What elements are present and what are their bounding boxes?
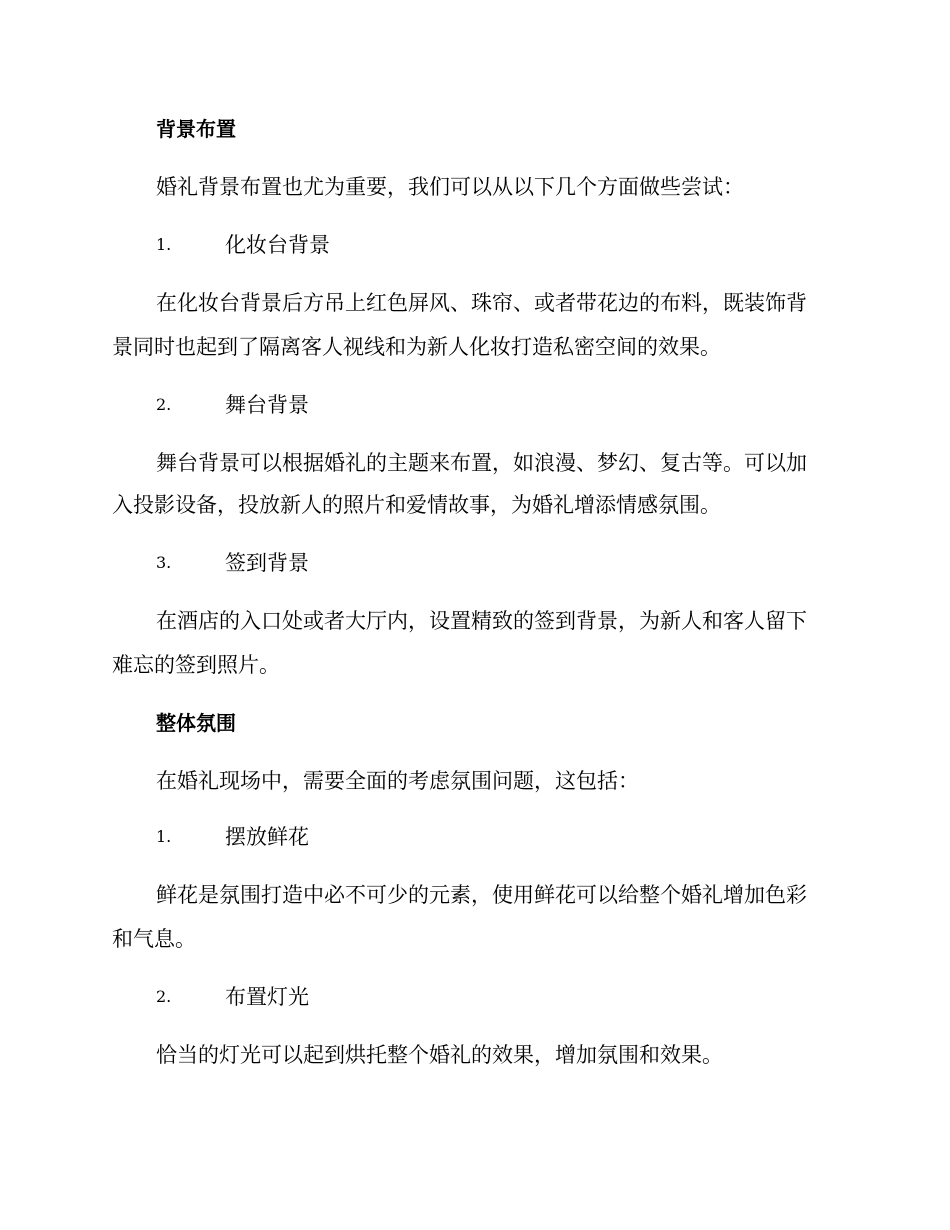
list-item-title-signin: 签到背景	[225, 551, 309, 575]
list-item-title-flowers: 摆放鲜花	[225, 825, 309, 849]
section-heading-atmosphere: 整体氛围	[156, 711, 236, 735]
section-intro-atmosphere: 在婚礼现场中，需要全面的考虑氛围问题，这包括：	[156, 769, 639, 793]
section-intro-background: 婚礼背景布置也尤为重要，我们可以从以下几个方面做些尝试：	[156, 175, 744, 199]
list-number: 1.	[156, 235, 172, 254]
paragraph-line: 恰当的灯光可以起到烘托整个婚礼的效果，增加氛围和效果。	[156, 1043, 723, 1067]
list-item-title-makeup: 化妆台背景	[225, 233, 330, 257]
list-item-title-lighting: 布置灯光	[225, 985, 309, 1009]
list-number: 2.	[156, 395, 172, 414]
paragraph-line: 舞台背景可以根据婚礼的主题来布置，如浪漫、梦幻、复古等。可以加	[156, 451, 807, 475]
section-heading-background: 背景布置	[156, 117, 236, 141]
paragraph-line: 难忘的签到照片。	[112, 653, 280, 677]
paragraph-line: 鲜花是氛围打造中必不可少的元素，使用鲜花可以给整个婚礼增加色彩	[156, 883, 807, 907]
paragraph-line: 在酒店的入口处或者大厅内，设置精致的签到背景，为新人和客人留下	[156, 609, 807, 633]
list-number: 1.	[156, 827, 172, 846]
list-item-title-stage: 舞台背景	[225, 393, 309, 417]
paragraph-line: 景同时也起到了隔离客人视线和为新人化妆打造私密空间的效果。	[112, 335, 721, 359]
list-number: 2.	[156, 987, 172, 1006]
paragraph-line: 入投影设备，投放新人的照片和爱情故事，为婚礼增添情感氛围。	[112, 493, 721, 517]
list-number: 3.	[156, 553, 172, 572]
paragraph-line: 在化妆台背景后方吊上红色屏风、珠帘、或者带花边的布料，既装饰背	[156, 291, 807, 315]
paragraph-line: 和气息。	[112, 927, 196, 951]
